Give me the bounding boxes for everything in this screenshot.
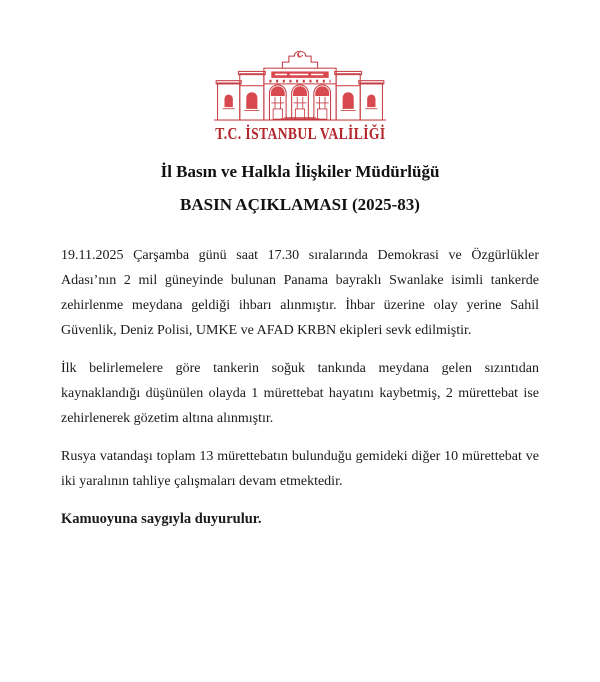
paragraph-line: kaynaklandığı düşünülen olayda 1 mürettebat hayatını kaybetmiş, 2 mürettebat ise [61, 386, 539, 401]
paragraph-line: zehirlenerek gözetim altına alınmıştır. [61, 411, 274, 426]
document-body [0, 243, 600, 532]
logo [0, 44, 600, 144]
valilik-building-icon [212, 44, 388, 122]
press-release-heading: BASIN AÇIKLAMASI (2025-83) [180, 195, 420, 214]
department-heading: İl Basın ve Halkla İlişkiler Müdürlüğü [160, 162, 440, 181]
paragraph-line: 19.11.2025 Çarşamba günü saat 17.30 sıralarında Demokrasi ve Özgürlükler [61, 248, 539, 263]
paragraph-line: Rusya vatandaşı toplam 13 mürettebatın bulunduğu gemideki diğer 10 mürettebat ve [61, 449, 539, 464]
paragraph-3 [61, 444, 539, 494]
paragraph-line: Güvenlik, Deniz Polisi, UMKE ve AFAD KRBN ekipleri sevk edilmiştir. [61, 323, 472, 338]
paragraph-2 [61, 356, 539, 431]
logo-title: T.C. İSTANBUL VALİLİĞİ [214, 124, 386, 143]
paragraph-1 [61, 243, 539, 343]
paragraph-line: zehirlenme meydana geldiği ihbarı alınmıştır. İhbar üzerine olay yerine Sahil [61, 298, 539, 313]
paragraph-line: İlk belirlemelere göre tankerin soğuk tankında meydana gelen sızıntıdan [61, 361, 539, 376]
paragraph-line: Adası’nın 2 mil güneyinde bulunan Panama bayraklı Swanlake isimli tankerde [61, 273, 539, 288]
closing-line: Kamuoyuna saygıyla duyurulur. [61, 511, 262, 527]
paragraph-line: iki yaralının tahliye çalışmaları devam etmektedir. [61, 474, 343, 489]
